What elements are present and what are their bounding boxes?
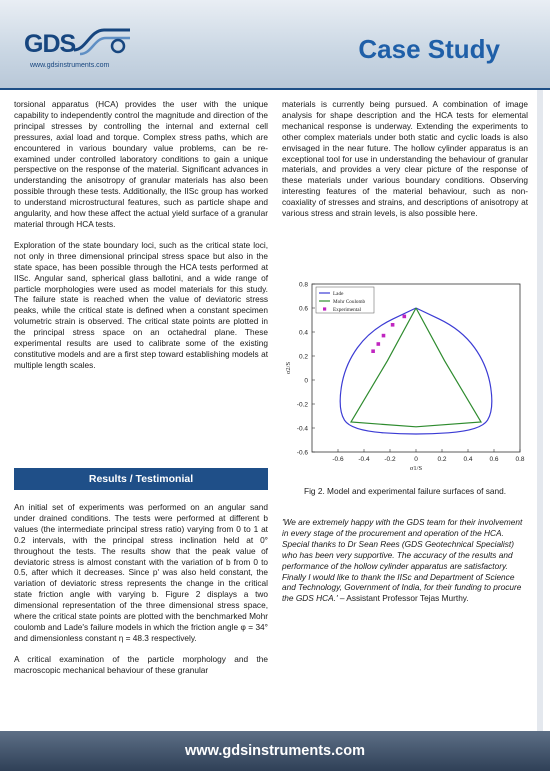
section-heading: Results / Testimonial — [14, 468, 268, 490]
page-side-strip — [537, 90, 543, 731]
experimental-point — [391, 323, 395, 327]
logo-text: GDS — [24, 30, 76, 58]
x-tick-label: -0.4 — [358, 456, 370, 463]
y-axis-label: σ2/S — [285, 361, 292, 375]
experimental-point — [377, 342, 381, 346]
y-tick-label: -0.6 — [296, 449, 308, 457]
y-tick-label: 0.6 — [298, 305, 308, 313]
failure-surface-chart — [280, 276, 530, 476]
chart-svg — [280, 276, 530, 476]
figure-caption: Fig 2. Model and experimental failure surfaces of sand. — [304, 486, 506, 496]
left-column — [14, 99, 268, 381]
experimental-point — [403, 315, 407, 319]
x-tick-label: -0.2 — [384, 456, 396, 463]
legend-label: Experimental — [333, 307, 361, 313]
x-tick-label: -0.6 — [332, 456, 344, 463]
y-tick-label: 0 — [304, 377, 308, 385]
x-tick-label: 0 — [414, 456, 418, 463]
legend-label: Lade — [333, 291, 344, 297]
logo-swoosh-icon — [72, 26, 132, 60]
x-tick-label: 0.2 — [437, 456, 447, 463]
quote-attribution: – Assistant Professor Tejas Murthy. — [337, 593, 469, 604]
quote-text: 'We are extremely happy with the GDS team for their involvement in every stage of the procurement and operation of the HCA. Special thanks to Dr Sean Rees (GDS Geotechnical Specialist) who has been very supportive. The accuracy of the results and performance of the hollow cylinder apparatus are satisfactory. Finally I would like to thank the IISc and Department of Science and Technology, Government of India, for their funding to procure the GDS HCA.' — [282, 517, 523, 604]
header-banner — [0, 0, 550, 90]
testimonial-quote — [282, 517, 528, 604]
experimental-point — [371, 349, 375, 353]
footer-url-link[interactable]: www.gdsinstruments.com — [185, 743, 365, 759]
x-tick-label: 0.8 — [515, 456, 525, 463]
paragraph: An initial set of experiments was performed on an angular sand under drained conditions. The tests were performed at different b values (the intermediate principal stress ratio) varying from 0 to 1 at 0.2 intervals, with the principal stress inclination held at 0° throughout the tests. The results show that the peak value of deviatoric stress is almost constant with the variation of b from 0 to 0.5, after which it decreases. Since p' was also held constant, the variation of deviatoric stress represents the change in the critical state friction angle with varying b. Figure 2 displays a two dimensional representation of the three dimensional stress space, where the critical state points are plotted with the benchmarked Mohr coulomb and Lade's failure models in which the friction angle φ = 34° and dimensionless constant η = 48.3 respectively. — [14, 502, 268, 643]
legend-label: Mohr Coulomb — [333, 299, 366, 305]
page-title: Case Study — [358, 34, 500, 64]
y-tick-label: -0.4 — [296, 425, 308, 433]
gds-logo[interactable] — [14, 26, 132, 76]
paragraph: A critical examination of the particle morphology and the macroscopic mechanical behaviour of these granular — [14, 653, 268, 675]
left-column-lower — [14, 502, 268, 686]
x-axis-label: σ1/S — [409, 465, 423, 472]
footer-banner — [0, 731, 550, 771]
y-tick-label: 0.2 — [298, 353, 308, 361]
legend-swatch — [323, 307, 326, 310]
y-tick-label: 0.8 — [298, 281, 308, 289]
paragraph: materials is currently being pursued. A combination of image analysis for shape description and the HCA tests for elemental mechanical response is underway. Extending the experiments to other complex materials under both static and cyclic loads is also envisaged in the near future. The hollow cylinder apparatus is an exceptional tool for use in understanding the behaviour of granular materials, and provides a very clear picture of the response of these materials under various boundary conditions. Observing interesting features of the material behaviour, such as non-coaxiality of stresses and strains, and descriptions of anisotropy at various stress and strain levels, is also possible here. — [282, 99, 528, 219]
x-tick-label: 0.4 — [463, 456, 473, 463]
right-column — [282, 99, 528, 229]
experimental-point — [382, 334, 386, 338]
paragraph: Exploration of the state boundary loci, such as the critical state loci, not only in three dimensional principal stress space but also in the state space, has been possible through the HCA tests performed at IISc. Angular sand, spherical glass ballotini, and a wide range of particle morphologies were used as model materials for this study. The failure state is reached when the value of deviatoric stress peaks, while the critical state is defined when a constant specimen volumetric strain is observed. The critical state points are plotted in the principal stress space on an octahedral plane. These experimental results are used to calibrate some of the existing constitutive models and are a first step toward establishing models at multiple length scales. — [14, 239, 268, 370]
y-tick-label: -0.2 — [296, 401, 308, 409]
logo-url: www.gdsinstruments.com — [30, 62, 110, 69]
x-tick-label: 0.6 — [489, 456, 499, 463]
paragraph: torsional apparatus (HCA) provides the user with the unique capability to independently control the magnitude and direction of the principal stresses by controlling the internal and external cell pressures, axial load and torque. Complex stress paths, which are encountered in various boundary value problems, can be re-examined under controlled laboratory conditions to gain a unique perspective on the response of the material. Significant advances in understanding the anisotropy of granular materials has also been possible through these tests. Additionally, the IISc group has worked to understand microstructural features, such as particle shape and angularity, and how these affect the actual yield surface of a granular material through HCA tests. — [14, 99, 268, 229]
y-tick-label: 0.4 — [298, 329, 308, 337]
